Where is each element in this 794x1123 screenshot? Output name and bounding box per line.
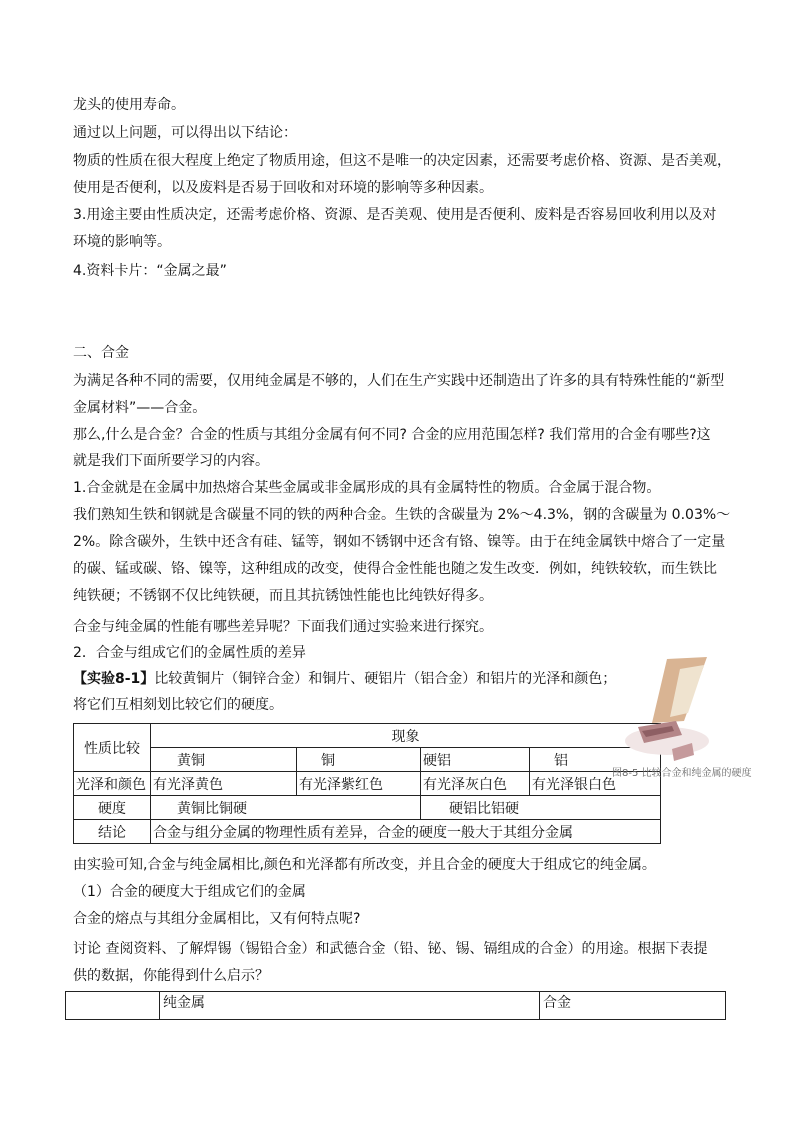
comparison-table: [73, 723, 661, 844]
table-row-label: 硬度: [74, 796, 151, 820]
paragraph: 纯铁硬；不锈钢不仅比纯铁硬，而且其抗锈蚀性能也比纯铁好得多。: [73, 588, 493, 604]
table-header-cell: 黄铜: [151, 748, 297, 772]
paragraph: 将它们互相刻划比较它们的硬度。: [73, 697, 283, 713]
table-header-cell: 铝: [530, 748, 661, 772]
table-header-cell: 性质比较: [74, 724, 151, 772]
table-cell: 有光泽紫红色: [297, 772, 421, 796]
paragraph: 的碳、锰或碳、铬、镍等，这种组成的改变，使得合金性能也随之发生改变．例如，纯铁较软，而生铁比: [73, 561, 717, 577]
paragraph: 1.合金就是在金属中加热熔合某些金属或非金属形成的具有金属特性的物质。合金属于混合物。: [73, 480, 661, 496]
table-header-cell: [66, 992, 160, 1020]
paragraph: 供的数据，你能得到什么启示？: [73, 968, 269, 984]
table-row-label: 结论: [74, 820, 151, 844]
paragraph: 通过以上问题，可以得出以下结论：: [73, 125, 297, 141]
paragraph: （1）合金的硬度大于组成它们的金属: [73, 884, 306, 900]
table-cell: 有光泽灰白色: [421, 772, 530, 796]
paragraph: 我们熟知生铁和钢就是含碳量不同的铁的两种合金。生铁的含碳量为 2%～4.3%，钢的含碳量为 0.03%～: [73, 507, 731, 523]
table-header-cell: 纯金属: [160, 992, 540, 1020]
table-cell: 硬铝比铝硬: [421, 796, 661, 820]
table-header-cell: 铜: [297, 748, 421, 772]
paragraph: 2%。除含碳外，生铁中还含有硅、锰等，钢如不锈钢中还含有铬、镍等。由于在纯金属铁中熔合了一定量: [73, 534, 726, 550]
paragraph: 环境的影响等。: [73, 234, 171, 250]
paragraph: 金属材料”——合金。: [73, 400, 207, 416]
paragraph: 由实验可知,合金与纯金属相比,颜色和光泽都有所改变，并且合金的硬度大于组成它的纯金属。: [73, 857, 656, 873]
table-header-group: 现象: [151, 724, 661, 748]
table-header-cell: 硬铝: [421, 748, 530, 772]
table-cell: 有光泽黄色: [151, 772, 297, 796]
paragraph: 就是我们下面所要学习的内容。: [73, 453, 269, 469]
section-heading: 二、合金: [73, 345, 129, 361]
paragraph: 物质的性质在很大程度上绝定了物质用途，但这不是唯一的决定因素，还需要考虑价格、资源、是否美观，: [73, 153, 731, 169]
paragraph: 4.资料卡片：“金属之最”: [73, 263, 227, 279]
table-cell: 黄铜比铜硬: [151, 796, 421, 820]
paragraph: 使用是否便利，以及废料是否易于回收和对环境的影响等多种因素。: [73, 180, 493, 196]
paragraph: 龙头的使用寿命。: [73, 97, 185, 113]
paragraph: 讨论 查阅资料、了解焊锡（锡铅合金）和武德合金（铅、铋、锡、镉组成的合金）的用途。根据下表提: [73, 941, 708, 957]
paragraph: 3.用途主要由性质决定，还需考虑价格、资源、是否美观、使用是否便利、废料是否容易回收利用以及对: [73, 207, 717, 223]
table-row-label: 光泽和颜色: [74, 772, 151, 796]
experiment-line: [73, 670, 616, 688]
paragraph: 那么,什么是合金？合金的性质与其组分金属有何不同? 合金的应用范围怎样? 我们常用的合金有哪些?这: [73, 427, 711, 443]
paragraph: 合金与纯金属的性能有哪些差异呢？下面我们通过实验来进行探究。: [73, 619, 493, 635]
hardness-figure: [612, 651, 788, 776]
subsection-heading: 2．合金与组成它们的金属性质的差异: [73, 645, 306, 661]
table-header-cell: 合金: [540, 992, 726, 1020]
table-cell: 合金与组分金属的物理性质有差异，合金的硬度一般大于其组分金属: [151, 820, 661, 844]
melting-point-table: [65, 991, 726, 1020]
paragraph: 为满足各种不同的需要，仅用纯金属是不够的，人们在生产实践中还制造出了许多的具有特殊性能的“新型: [73, 373, 725, 389]
paragraph: 合金的熔点与其组分金属相比，又有何特点呢?: [73, 911, 361, 927]
experiment-tag: 【实验8-1】: [73, 671, 155, 687]
table-cell: 有光泽银白色: [530, 772, 661, 796]
figure-caption: 图8-5 比较合金和纯金属的硬度: [612, 768, 752, 779]
experiment-text: 比较黄铜片（铜锌合金）和铜片、硬铝片（铝合金）和铝片的光泽和颜色；: [154, 671, 617, 687]
